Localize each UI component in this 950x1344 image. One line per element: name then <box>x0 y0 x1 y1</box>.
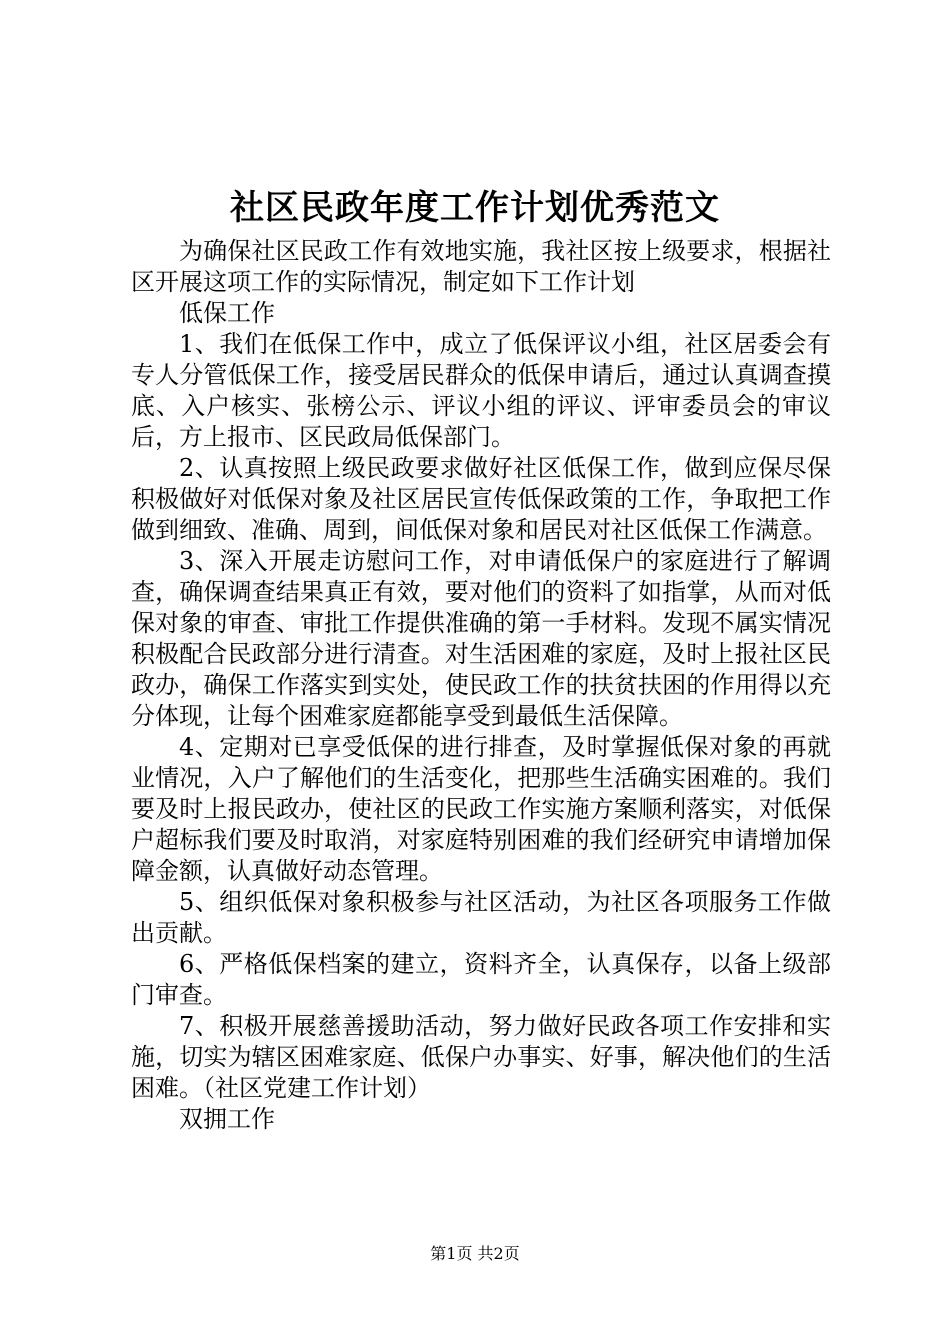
paragraph-item-5: 5、组织低保对象积极参与社区活动，为社区各项服务工作做出贡献。 <box>131 888 831 947</box>
document-title: 社区民政年度工作计划优秀范文 <box>230 188 720 228</box>
paragraph-item-2: 2、认真按照上级民政要求做好社区低保工作，做到应保尽保积极做好对低保对象及社区居民宣传低保政策的工作，争取把工作做到细致、准确、周到，间低保对象和居民对社区低保工作满意。 <box>131 454 831 544</box>
paragraph-item-6: 6、严格低保档案的建立，资料齐全，认真保存，以备上级部门审查。 <box>131 950 831 1009</box>
paragraph-item-1: 1、我们在低保工作中，成立了低保评议小组，社区居委会有专人分管低保工作，接受居民群众的低保申请后，通过认真调查摸底、入户核实、张榜公示、评议小组的评议、评审委员会的审议后，方上报市、区民政局低保部门。 <box>131 330 831 451</box>
page-number-footer: 第1页 共2页 <box>430 1244 520 1263</box>
paragraph-item-7: 7、积极开展慈善援助活动，努力做好民政各项工作安排和实施，切实为辖区困难家庭、低保户办事实、好事，解决他们的生活困难。（社区党建工作计划） <box>131 1012 831 1102</box>
document-body <box>131 236 831 1135</box>
paragraph-item-4: 4、定期对已享受低保的进行排查，及时掌握低保对象的再就业情况，入户了解他们的生活变化，把那些生活确实困难的。我们要及时上报民政办，使社区的民政工作实施方案顺利落实，对低保户超标我们要及时取消，对家庭特别困难的我们经研究申请增加保障金额，认真做好动态管理。 <box>131 733 831 885</box>
paragraph-intro: 为确保社区民政工作有效地实施，我社区按上级要求，根据社区开展这项工作的实际情况，制定如下工作计划 <box>131 237 831 296</box>
paragraph-item-3: 3、深入开展走访慰问工作，对申请低保户的家庭进行了解调查，确保调查结果真正有效，要对他们的资料了如指掌，从而对低保对象的审查、审批工作提供准确的第一手材料。发现不属实情况积极配合民政部分进行清查。对生活困难的家庭，及时上报社区民政办，确保工作落实到实处，使民政工作的扶贫扶困的作用得以充分体现，让每个困难家庭都能享受到最低生活保障。 <box>131 547 831 730</box>
section-heading-dibao: 低保工作 <box>179 299 275 327</box>
section-heading-shuangyong: 双拥工作 <box>179 1105 275 1133</box>
